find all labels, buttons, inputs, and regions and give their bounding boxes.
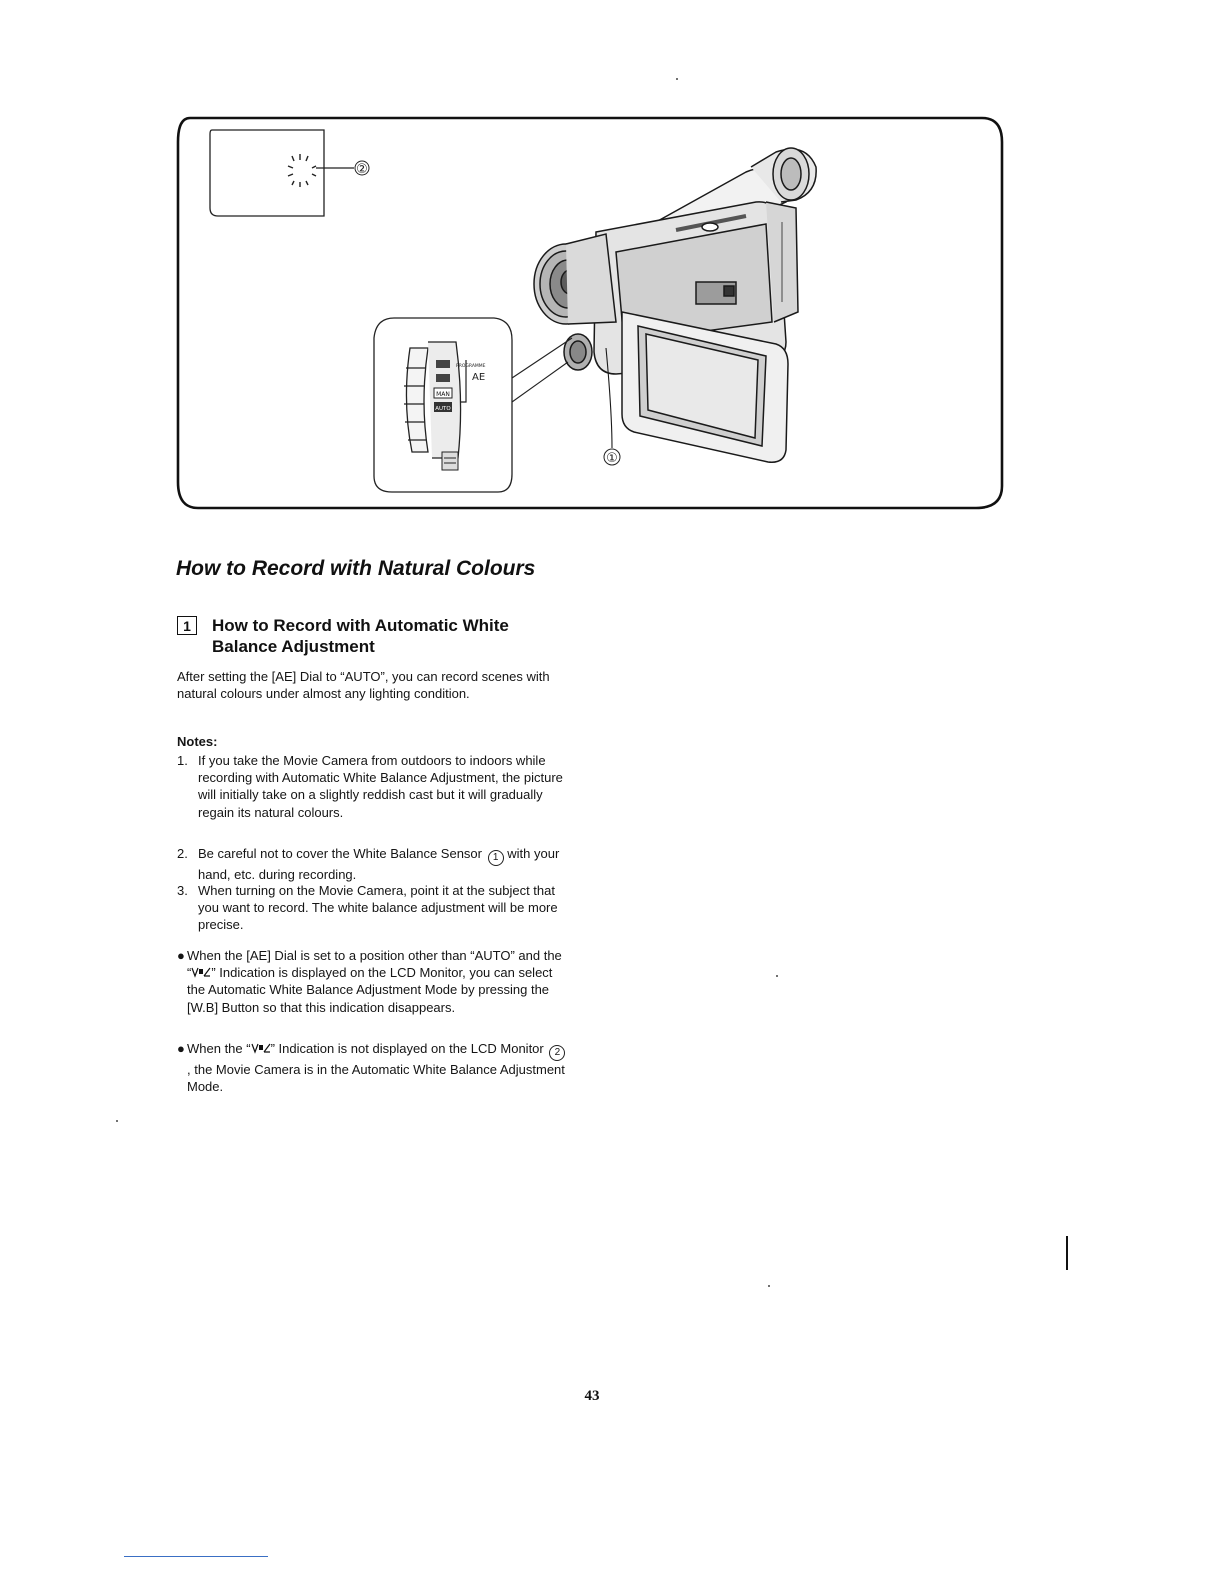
section-number-box: 1 — [177, 616, 197, 635]
lcd-display-inset — [210, 130, 369, 216]
note-2 — [177, 845, 567, 881]
note-text: When turning on the Movie Camera, point it at the subject that you want to record. The white balance adjustment will be more precise. — [198, 883, 558, 933]
bullet-text — [187, 1040, 567, 1095]
bullet-mark: ● — [177, 948, 185, 963]
white-balance-icon — [191, 966, 211, 978]
callout-1-label: ① — [606, 451, 618, 466]
camera-illustration — [176, 112, 1004, 512]
circled-number-icon: 2 — [549, 1045, 565, 1061]
bullet-mark: ● — [177, 1041, 185, 1056]
bullet-text-part: When the [AE] Dial is set to a position other than “AUTO” and the “ — [187, 948, 562, 981]
dial-ae-label: AE — [472, 372, 486, 383]
bullet-1 — [177, 947, 567, 1037]
section-heading: How to Record with Automatic White Balance Adjustment — [212, 616, 509, 656]
bullet-text-part: When the “ — [187, 1041, 251, 1056]
scan-speck — [768, 1285, 770, 1287]
dial-man-label: MAN — [436, 391, 450, 398]
intro-paragraph: After setting the [AE] Dial to “AUTO”, you can record scenes with natural colours under almost any lighting condition. — [177, 669, 550, 702]
bullet-text — [187, 947, 567, 1016]
bullet-2 — [177, 1040, 567, 1094]
callout-2-label: ② — [356, 162, 368, 177]
scan-speck — [116, 1120, 118, 1122]
ae-dial-inset — [374, 318, 572, 492]
bottom-rule — [124, 1556, 268, 1557]
bullet-text-part: , the Movie Camera is in the Automatic White Balance Adjustment Mode. — [187, 1062, 565, 1095]
note-3 — [177, 882, 567, 936]
bullet-text-part: ” Indication is not displayed on the LCD Monitor — [270, 1041, 544, 1056]
notes-label: Notes: — [177, 734, 218, 749]
white-balance-icon — [251, 1042, 271, 1054]
bullet-text-part: ” Indication is displayed on the LCD Monitor, you can select the Automatic White Balance Adjustment Mode by pressing the [W.B] Button so that this indication disappears. — [187, 965, 553, 1015]
note-number: 1. — [177, 753, 188, 768]
note-number: 2. — [177, 846, 188, 861]
blinking-indicator-icon — [288, 154, 316, 187]
note-text: If you take the Movie Camera from outdoors to indoors while recording with Automatic White Balance Adjustment, the picture will initially take on a slightly reddish cast but it will gradually regain its natural colours. — [198, 753, 563, 820]
scan-speck — [776, 975, 778, 977]
note-text-part: Be careful not to cover the White Balance Sensor — [198, 846, 482, 861]
note-text-part: with your hand, etc. during recording. — [198, 846, 560, 882]
note-number: 3. — [177, 883, 188, 898]
circled-number-icon: 1 — [488, 850, 504, 866]
movie-camera-drawing — [534, 148, 816, 462]
note-text — [198, 845, 568, 883]
main-heading: How to Record with Natural Colours — [176, 557, 536, 580]
dial-program-label: PROGRAMME — [456, 364, 486, 369]
scan-speck — [676, 78, 678, 80]
dial-auto-label: AUTO — [435, 406, 451, 412]
note-1 — [177, 752, 567, 840]
page-number: 43 — [584, 1388, 600, 1404]
margin-rule — [1066, 1236, 1068, 1270]
